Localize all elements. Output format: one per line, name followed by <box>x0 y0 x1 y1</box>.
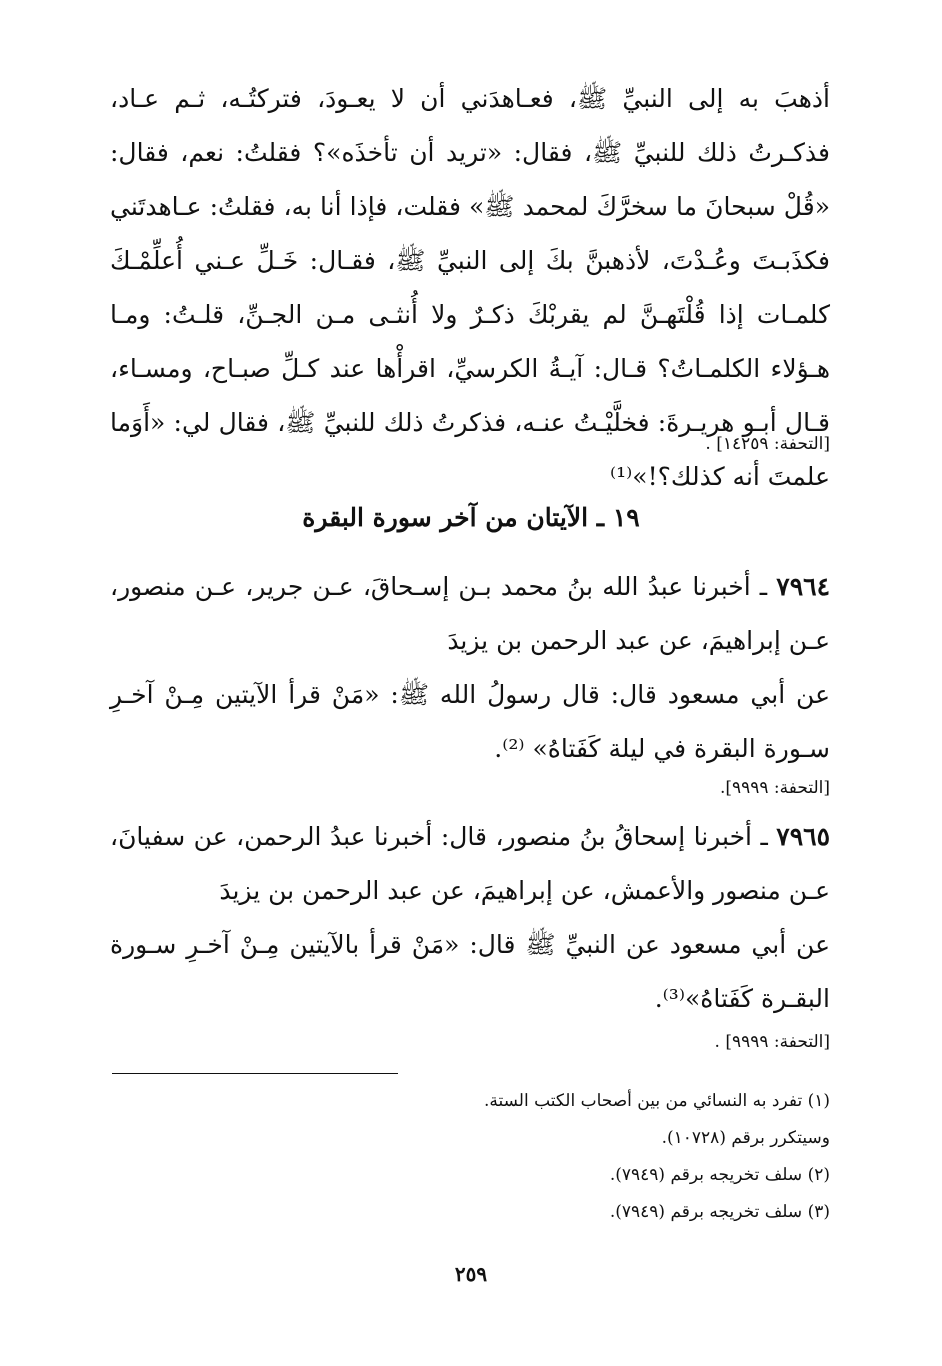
hadith-7964-matn: عن أبي مسعود قال: قال رسولُ الله ﷺ: «مَنْ قرأ الآيتين مِـنْ آخـرِ سـورة البقرة في ليلة كَفَتاهُ» ⁽²⁾. <box>110 680 830 763</box>
footnote-1-continued: وسيتكرر برقم (١٠٧٢٨). <box>661 1128 830 1148</box>
footnote-separator <box>112 1073 398 1074</box>
paragraph-top: أذهبَ به إلى النبيِّ ﷺ، فعـاهدَني أن لا يعـودَ، فتركتُـه، ثـم عـاد، فذكـرتُ ذلك للنبيِّ ﷺ، فقال: «تريد أن تأخذَه»؟ فقلتُ: نعم، فقال: «قُلْ سبحانَ ما سخرَّكَ لمحمد ﷺ» فقلت، فإذا أنا به، فقلتُ: عـاهدتَني فكذَبـتَ وعُـدْتَ، لأذهبنَّ بكَ إلى النبيِّ ﷺ، فقـال: خَـلِّ عـني أُعلِّمْـكَ كلمـات إذا قُلْتَهـنَّ لم يقربْكَ ذكـرٌ ولا أُنثـى مـن الجـنِّ، قلـتُ: ومـا هـؤلاء الكلمـاتُ؟ قـال: آيـةُ الكرسيِّ، اقرأْها عند كـلِّ صبـاح، ومسـاء، قـال أبـو هريـرةَ: فخلَّيْـتُ عنـه، فذكرتُ ذلك للنبيِّ ﷺ، فقال لي: «أَوَما علمتَ أنه كذلك؟!»⁽¹⁾ <box>110 84 830 491</box>
hadith-number-7965: ٧٩٦٥ <box>776 822 831 851</box>
page-number: ٢٥٩ <box>454 1262 488 1286</box>
hadith-7964-isnad <box>110 560 830 668</box>
hadith-number-7964: ٧٩٦٤ <box>776 572 830 601</box>
footnote-3: (٣) سلف تخريجه برقم (٧٩٤٩). <box>609 1202 830 1222</box>
footnote-1: (١) تفرد به النسائي من بين أصحاب الكتب الستة. <box>483 1091 830 1111</box>
tuhfa-reference-2: [التحفة: ٩٩٩٩]. <box>719 778 830 798</box>
footnote-2: (٢) سلف تخريجه برقم (٧٩٤٩). <box>609 1165 830 1185</box>
hadith-7965-matn: عن أبي مسعود عن النبيِّ ﷺ قال: «مَنْ قرأ بالآيتين مِـنْ آخـرِ سـورة البقـرة كَفَتاهُ»⁽³⁾. <box>110 930 830 1013</box>
tuhfa-reference-3: [التحفة: ٩٩٩٩] . <box>714 1032 830 1052</box>
hadith-7965-isnad <box>110 810 830 918</box>
hadith-7964-chain: ـ أخبرنا عبدُ الله بنُ محمد بـن إسـحاقَ، عـن جرير، عـن منصور، عـن إبراهيمَ، عن عبد الرحمن بن يزيدَ <box>110 572 830 655</box>
section-heading: ١٩ ـ الآيتان من آخر سورة البقرة <box>302 503 640 532</box>
hadith-7965-chain: ـ أخبرنا إسحاقُ بنُ منصور، قال: أخبرنا عبدُ الرحمن، عن سفيانَ، عـن منصور والأعمش، عن إبراهيمَ، عن عبد الرحمن بن يزيدَ <box>110 822 830 905</box>
tuhfa-reference-1: [التحفة: ١٤٢٥٩] . <box>705 434 830 454</box>
